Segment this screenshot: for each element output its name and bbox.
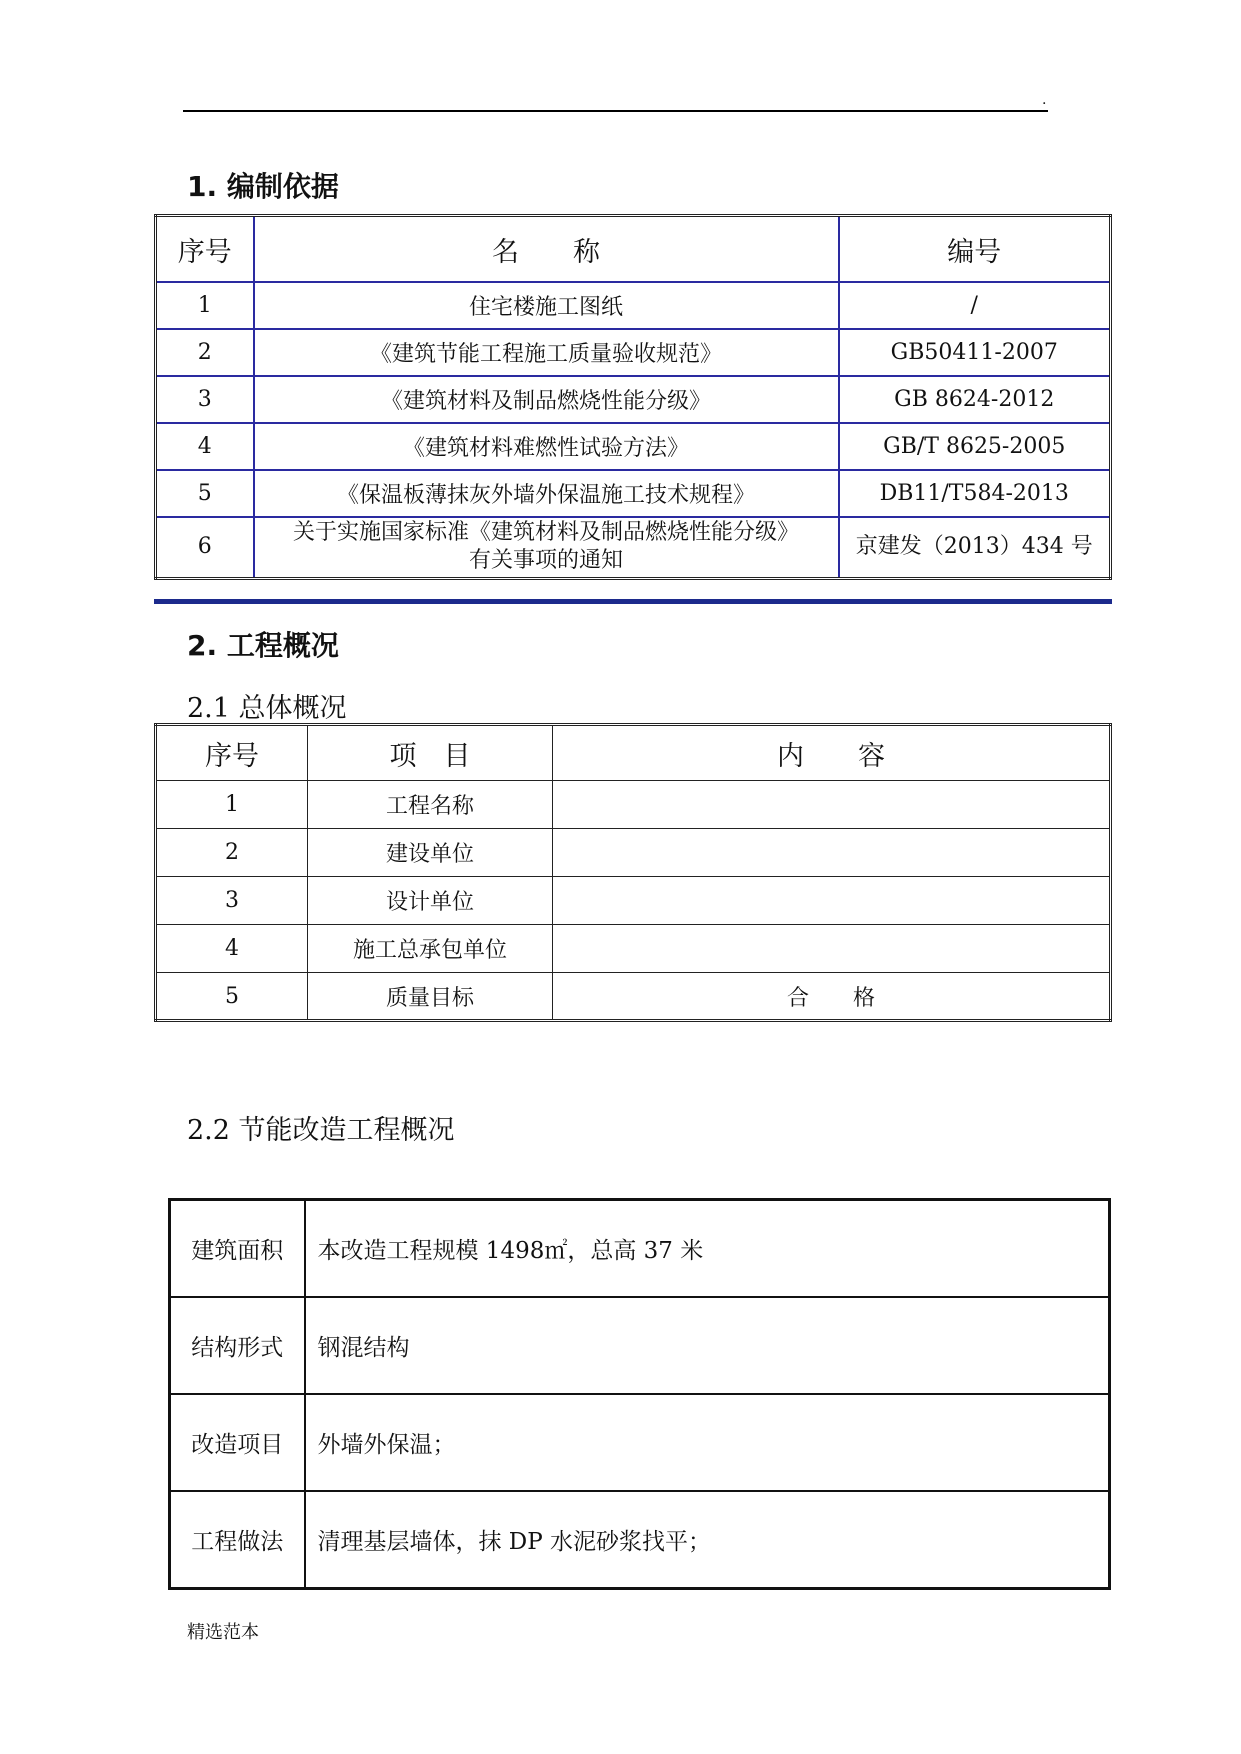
footer-text: 精选范本: [187, 1622, 259, 1643]
cell-item: 施工总承包单位: [308, 925, 553, 973]
cell-code: GB50411-2007: [839, 329, 1111, 376]
table-row: [156, 877, 1111, 925]
cell-label: 建筑面积: [170, 1200, 305, 1298]
cell-name-line-2: 有关事项的通知: [468, 548, 623, 574]
cell-content: [553, 829, 1111, 877]
table-header-row: [156, 216, 1111, 283]
section-2-2-title: 2.2 节能改造工程概况: [187, 1115, 455, 1146]
cell-no: 4: [156, 925, 308, 973]
table-row: [156, 829, 1111, 877]
cell-item: 工程名称: [308, 781, 553, 829]
table-row: [156, 282, 1111, 329]
table-row: [170, 1394, 1110, 1491]
basis-table: [154, 214, 1112, 580]
cell-no: 1: [156, 781, 308, 829]
cell-no: 2: [156, 329, 254, 376]
table-row: [156, 376, 1111, 423]
cell-content: 合 格: [553, 973, 1111, 1021]
cell-no: 6: [156, 517, 254, 578]
section-divider: [154, 599, 1112, 604]
section-1-title: 1. 编制依据: [187, 170, 339, 203]
table-row: [170, 1200, 1110, 1298]
cell-name: [254, 517, 839, 578]
overview-table: [154, 723, 1112, 1022]
cell-item: 质量目标: [308, 973, 553, 1021]
table-row: [170, 1491, 1110, 1589]
cell-label: 结构形式: [170, 1297, 305, 1394]
cell-code: GB/T 8625-2005: [839, 423, 1111, 470]
table-row: [156, 781, 1111, 829]
cell-code: DB11/T584-2013: [839, 470, 1111, 517]
header-item: 项 目: [308, 725, 553, 781]
cell-no: 4: [156, 423, 254, 470]
cell-item: 建设单位: [308, 829, 553, 877]
cell-code: GB 8624-2012: [839, 376, 1111, 423]
header-dot: .: [1042, 92, 1047, 108]
cell-label: 工程做法: [170, 1491, 305, 1589]
cell-item: 设计单位: [308, 877, 553, 925]
cell-code: /: [839, 282, 1111, 329]
cell-content: [553, 781, 1111, 829]
table-row: [156, 423, 1111, 470]
table-row: [156, 925, 1111, 973]
section-2-title: 2. 工程概况: [187, 629, 339, 662]
header-code: 编号: [839, 216, 1111, 283]
header-rule: [183, 110, 1048, 112]
cell-value: 外墙外保温；: [305, 1394, 1110, 1491]
header-no: 序号: [156, 725, 308, 781]
table-row: [156, 470, 1111, 517]
cell-name: 住宅楼施工图纸: [254, 282, 839, 329]
cell-no: 3: [156, 877, 308, 925]
cell-no: 5: [156, 470, 254, 517]
cell-content: [553, 925, 1111, 973]
cell-label: 改造项目: [170, 1394, 305, 1491]
cell-value: 本改造工程规模 1498㎡，总高 37 米: [305, 1200, 1110, 1298]
cell-name: 《建筑节能工程施工质量验收规范》: [254, 329, 839, 376]
cell-no: 5: [156, 973, 308, 1021]
cell-no: 2: [156, 829, 308, 877]
cell-value: 钢混结构: [305, 1297, 1110, 1394]
header-no: 序号: [156, 216, 254, 283]
retrofit-table: [168, 1198, 1111, 1590]
cell-name: 《保温板薄抹灰外墙外保温施工技术规程》: [254, 470, 839, 517]
cell-code: 京建发（2013）434 号: [839, 517, 1111, 578]
cell-content: [553, 877, 1111, 925]
table-row: [156, 329, 1111, 376]
header-content: 内 容: [553, 725, 1111, 781]
table-row: [156, 973, 1111, 1021]
cell-name: 《建筑材料难燃性试验方法》: [254, 423, 839, 470]
table-row: [156, 517, 1111, 578]
header-name: 名 称: [254, 216, 839, 283]
cell-value: 清理基层墙体，抹 DP 水泥砂浆找平；: [305, 1491, 1110, 1589]
table-row: [170, 1297, 1110, 1394]
section-2-1-title: 2.1 总体概况: [187, 693, 347, 724]
cell-name: 《建筑材料及制品燃烧性能分级》: [254, 376, 839, 423]
cell-no: 3: [156, 376, 254, 423]
cell-name-line-1: 关于实施国家标准《建筑材料及制品燃烧性能分级》: [292, 520, 799, 546]
cell-no: 1: [156, 282, 254, 329]
table-header-row: [156, 725, 1111, 781]
